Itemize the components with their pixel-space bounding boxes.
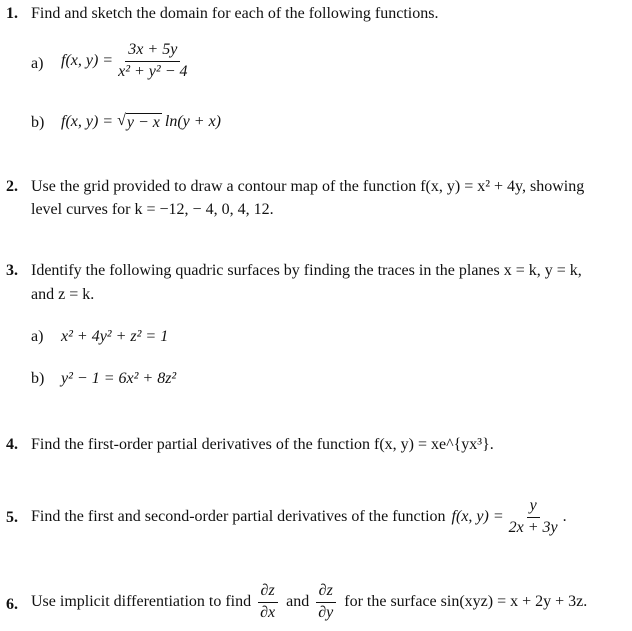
q1a-numerator: 3x + 5y <box>125 42 180 62</box>
q6-frac2-numerator: ∂z <box>316 583 336 603</box>
q5-denominator: 2x + 3y <box>508 518 558 536</box>
q1b-sqrt <box>117 113 162 131</box>
q4-number: 4. <box>6 436 18 453</box>
q6-fraction-dz-dx <box>257 583 278 622</box>
q1a-label: a) <box>31 55 44 72</box>
q6-frac2-denominator: ∂y <box>318 603 334 621</box>
q3a-expression: x² + 4y² + z² = 1 <box>61 328 169 345</box>
q1-number: 1. <box>6 5 18 22</box>
q3b-label: b) <box>31 370 45 387</box>
q3b-expression: y² − 1 = 6x² + 8z² <box>61 370 177 387</box>
q6-frac1-numerator: ∂z <box>258 583 278 603</box>
q3-line1: Identify the following quadric surfaces by finding the traces in the planes x = k, y = k, <box>31 262 582 279</box>
q5-numerator: y <box>527 498 540 518</box>
q4-text: Find the first-order partial derivatives of the function f(x, y) = xe^{yx³}. <box>31 436 494 453</box>
sqrt-symbol: √ <box>117 112 126 129</box>
q1a-denominator: x² + y² − 4 <box>118 62 188 80</box>
q1a-expression <box>61 42 193 81</box>
q3a-label: a) <box>31 328 44 345</box>
q1b-sqrt-argument: y − x <box>126 114 160 131</box>
q1b-expression <box>61 113 221 131</box>
q6-number: 6. <box>6 596 18 613</box>
q6-and: and <box>286 593 310 611</box>
q6-frac1-denominator: ∂x <box>260 603 276 621</box>
q1b-lhs: f(x, y) = <box>61 113 114 130</box>
q1b-log-term: ln(y + x) <box>164 113 221 130</box>
q6-line <box>31 583 587 622</box>
q1a-fraction <box>115 42 190 81</box>
q5-line <box>31 498 567 537</box>
q1a-lhs: f(x, y) = <box>61 52 114 70</box>
q2-line2: level curves for k = −12, − 4, 0, 4, 12. <box>31 201 274 218</box>
q1-text: Find and sketch the domain for each of the following functions. <box>31 5 439 22</box>
q5-lhs: f(x, y) = <box>451 508 504 526</box>
q5-tail: . <box>562 508 567 526</box>
q6-fraction-dz-dy <box>315 583 336 622</box>
q1b-label: b) <box>31 114 45 131</box>
q3-line2: and z = k. <box>31 286 95 303</box>
q5-text: Find the first and second-order partial derivatives of the function <box>31 508 446 526</box>
q5-fraction <box>506 498 561 537</box>
q6-text1: Use implicit differentiation to find <box>31 593 252 611</box>
q3-number: 3. <box>6 262 18 279</box>
q2-number: 2. <box>6 178 18 195</box>
q2-line1: Use the grid provided to draw a contour map of the function f(x, y) = x² + 4y, showing <box>31 178 585 195</box>
q6-text2: for the surface sin(xyz) = x + 2y + 3z. <box>344 593 588 611</box>
q5-number: 5. <box>6 509 18 526</box>
